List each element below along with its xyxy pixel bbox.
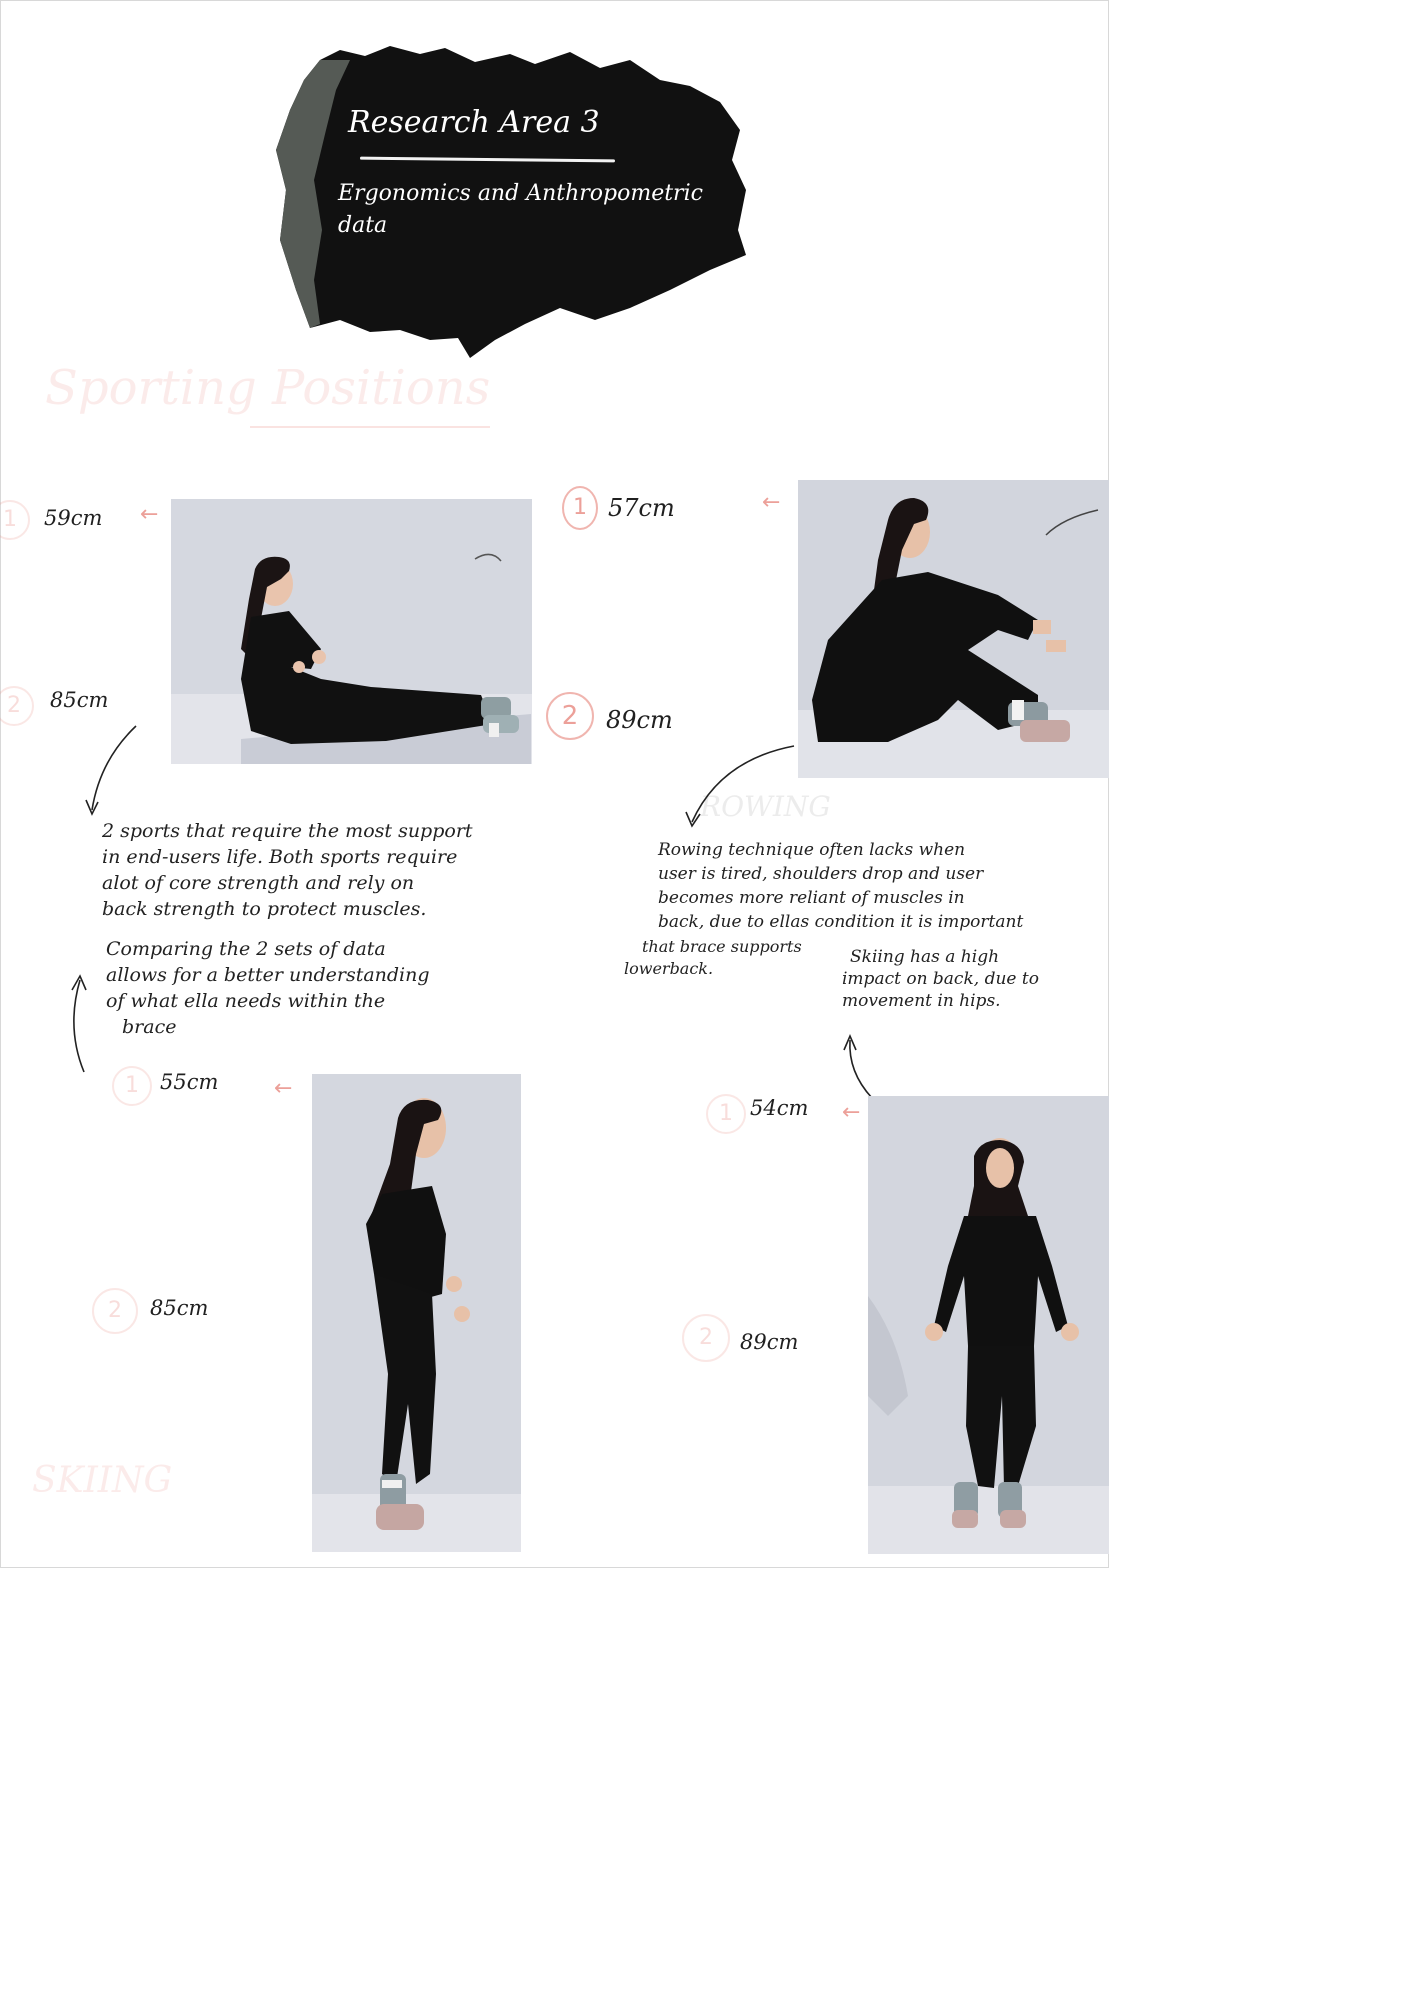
rowing-alt-top-measurement: 57cm [608, 494, 675, 522]
marker-one-circle: 1 [706, 1094, 746, 1134]
note-skiing-impact [842, 946, 1102, 1012]
marker-one-circle: 1 [0, 500, 30, 540]
marker-two-circle: 2 [92, 1288, 138, 1334]
note-line: that brace supports [642, 937, 802, 956]
curved-arrow-icon [680, 740, 800, 832]
page-title: Research Area 3 [348, 105, 600, 140]
marker-two-circle: 2 [546, 692, 594, 740]
faint-heading-sporting: Sporting Positions [45, 360, 491, 416]
left-arrow-icon: ← [274, 1076, 293, 1101]
note-line: user is tired, shoulders drop and user [658, 864, 984, 884]
marker-two-circle: 2 [0, 686, 34, 726]
marker-two-circle: 2 [682, 1314, 730, 1362]
standing-side-lower-measurement: 85cm [150, 1296, 209, 1320]
marker-one-circle: 1 [562, 486, 598, 530]
faint-heading-rowing: ROWING [700, 790, 831, 823]
note-line: lowerback. [624, 959, 714, 978]
note-line: Rowing technique often lacks when [658, 840, 966, 860]
note-brace-support [624, 936, 844, 980]
standing-front-top-measurement: 54cm [750, 1096, 809, 1120]
note-line: brace [122, 1016, 177, 1038]
note-line: allows for a better understanding [106, 964, 430, 986]
standing-front-lower-measurement: 89cm [740, 1330, 799, 1354]
photo-standing-side [312, 1074, 521, 1552]
note-line: back strength to protect muscles. [102, 898, 427, 920]
marker-one-circle: 1 [112, 1066, 152, 1106]
photo-rowing-seated-arms-forward [798, 480, 1109, 778]
photo-rowing-seated [171, 499, 532, 764]
note-line: Comparing the 2 sets of data [106, 938, 386, 960]
note-line: becomes more reliant of muscles in [658, 888, 965, 908]
note-line: impact on back, due to [842, 969, 1039, 989]
note-comparing-data [106, 936, 526, 1040]
note-line: alot of core strength and rely on [102, 872, 415, 894]
curved-arrow-icon [80, 720, 150, 820]
note-line: back, due to ellas condition it is important [658, 912, 1024, 932]
left-arrow-icon: ← [762, 490, 781, 515]
note-line: of what ella needs within the [106, 990, 386, 1012]
photo-standing-front [868, 1096, 1109, 1554]
rowing-lower-measurement: 85cm [50, 688, 109, 712]
faint-heading-underline [250, 426, 490, 428]
rowing-alt-lower-measurement: 89cm [606, 706, 673, 734]
faint-heading-skiing: SKIING [32, 1460, 173, 1501]
rowing-top-measurement: 59cm [44, 506, 103, 530]
standing-side-top-measurement: 55cm [160, 1070, 219, 1094]
curved-arrow-icon [64, 968, 94, 1078]
note-line: movement in hips. [842, 991, 1001, 1011]
curved-arrow-icon [838, 1032, 878, 1104]
note-rowing-technique [658, 838, 1109, 934]
left-arrow-icon: ← [842, 1100, 861, 1125]
note-sports-support [102, 818, 562, 922]
page-subtitle: Ergonomics and Anthropometric data [338, 181, 703, 238]
note-line: in end-users life. Both sports require [102, 846, 458, 868]
left-arrow-icon: ← [140, 502, 159, 527]
note-line: 2 sports that require the most support [102, 820, 473, 842]
note-line: Skiing has a high [850, 947, 1000, 967]
